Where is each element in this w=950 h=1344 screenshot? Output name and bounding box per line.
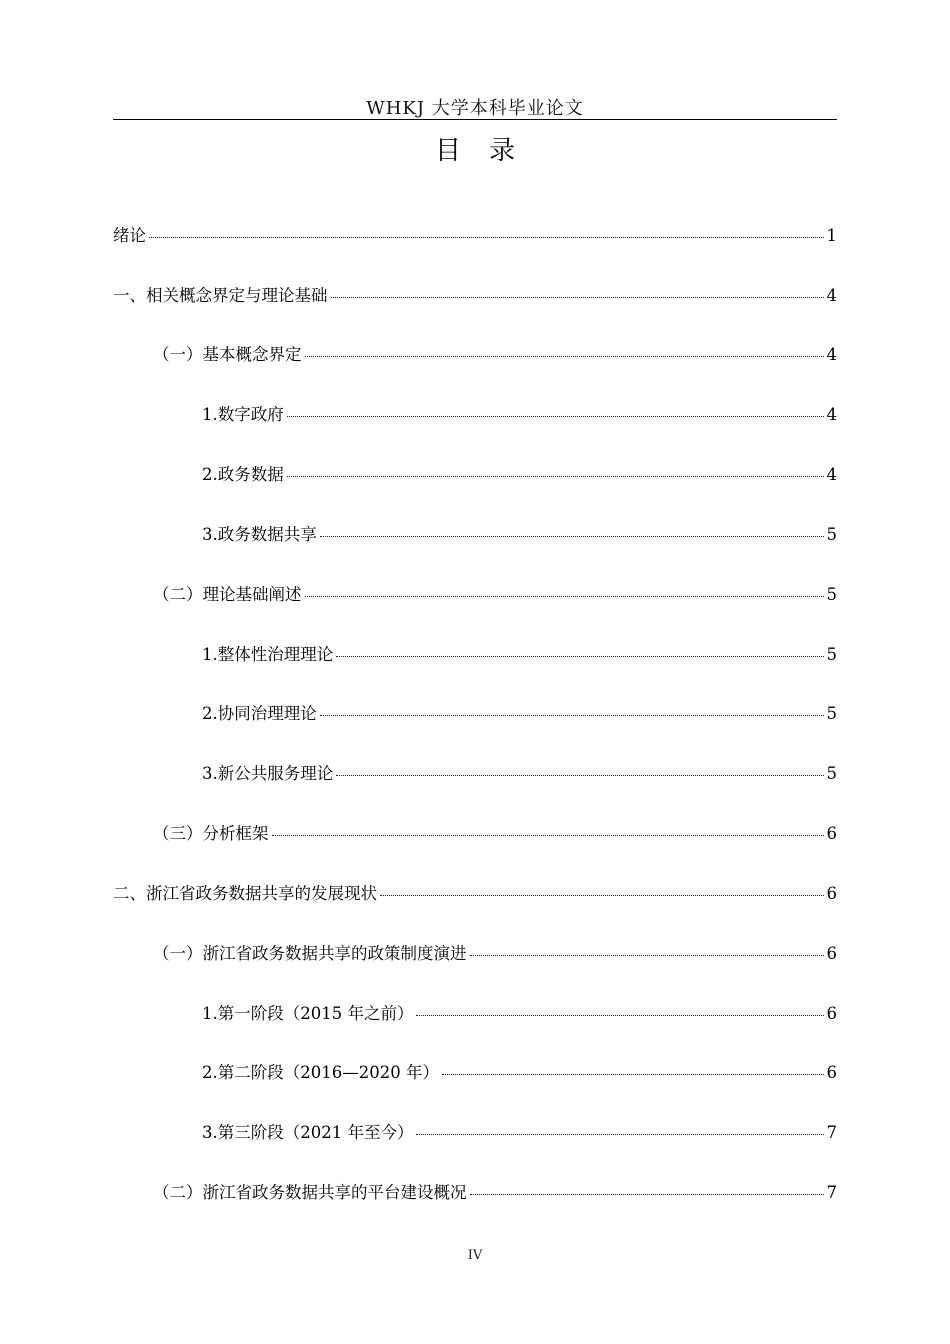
toc-entry[interactable] [202,1000,837,1024]
toc-leader-dots [149,237,824,238]
toc-entry-text: 2.第二阶段（2016—2020 年） [202,1063,439,1082]
toc-entry[interactable] [202,700,837,724]
toc-entry-page: 4 [826,405,837,424]
toc-entry-page: 4 [826,286,837,305]
toc-entry-text: （一）浙江省政务数据共享的政策制度演进 [153,944,467,963]
toc-leader-dots [331,297,824,298]
toc-entry-page: 6 [826,1063,837,1082]
toc-leader-dots [336,775,823,776]
toc-entry-text: （二）理论基础阐述 [153,585,302,604]
toc-entry-page: 1 [826,226,837,245]
toc-leader-dots [320,536,824,537]
toc-entry-text: 2.协同治理理论 [202,704,317,723]
toc-entry[interactable] [202,760,837,784]
toc-entry[interactable] [202,1119,837,1143]
toc-entry-page: 6 [826,824,837,843]
toc-entry-page: 5 [826,585,837,604]
running-header: WHKJ 大学本科毕业论文 [366,98,584,119]
toc-entry-page: 6 [826,884,837,903]
toc-leader-dots [416,1015,823,1016]
header-rule [113,119,837,120]
toc-entry-text: 1.数字政府 [202,405,284,424]
toc-entry[interactable] [153,940,837,964]
toc-entry-page: 7 [826,1183,837,1202]
toc-entry-page: 4 [826,465,837,484]
toc-entry-page: 6 [826,1004,837,1023]
toc-entry[interactable] [113,222,837,246]
toc-leader-dots [470,955,824,956]
toc-leader-dots [416,1134,823,1135]
toc-entry-page: 6 [826,944,837,963]
toc-entry[interactable] [113,880,837,904]
toc-entry-page: 7 [826,1123,837,1142]
toc-entry-text: 二、浙江省政务数据共享的发展现状 [113,884,377,903]
toc-entry[interactable] [153,1179,837,1203]
toc-entry-text: 1.整体性治理理论 [202,645,334,664]
toc-entry[interactable] [153,341,837,365]
toc-title: 目录 [434,136,543,166]
toc-entry-text: 3.政务数据共享 [202,525,317,544]
toc-entry-text: 绪论 [113,226,146,245]
toc-entry-page: 5 [826,704,837,723]
toc-entry-text: 2.政务数据 [202,465,284,484]
toc-entry-text: 1.第一阶段（2015 年之前） [202,1004,414,1023]
toc-entry-page: 4 [826,345,837,364]
toc-entry[interactable] [202,521,837,545]
toc-entry[interactable] [153,581,837,605]
toc-leader-dots [320,715,824,716]
toc-entry-text: 3.第三阶段（2021 年至今） [202,1123,414,1142]
toc-entry-page: 5 [826,645,837,664]
toc-leader-dots [336,656,823,657]
toc-entry-text: 一、相关概念界定与理论基础 [113,286,328,305]
toc-leader-dots [287,416,824,417]
toc-entry-page: 5 [826,525,837,544]
toc-entry[interactable] [113,282,837,306]
toc-entry[interactable] [202,1059,837,1083]
toc-entry-text: （二）浙江省政务数据共享的平台建设概况 [153,1183,467,1202]
toc-leader-dots [305,356,824,357]
toc-entry-text: （三）分析框架 [153,824,269,843]
toc-leader-dots [305,596,824,597]
toc-leader-dots [272,835,824,836]
toc-entry-text: （一）基本概念界定 [153,345,302,364]
toc-entry-text: 3.新公共服务理论 [202,764,334,783]
toc-leader-dots [287,476,824,477]
toc-entry-page: 5 [826,764,837,783]
page-number: IV [467,1248,483,1263]
toc-entry[interactable] [202,401,837,425]
toc-entry[interactable] [202,461,837,485]
toc-leader-dots [470,1194,824,1195]
toc-entry[interactable] [202,641,837,665]
toc-leader-dots [442,1074,824,1075]
toc-entry[interactable] [153,820,837,844]
toc-leader-dots [380,895,824,896]
